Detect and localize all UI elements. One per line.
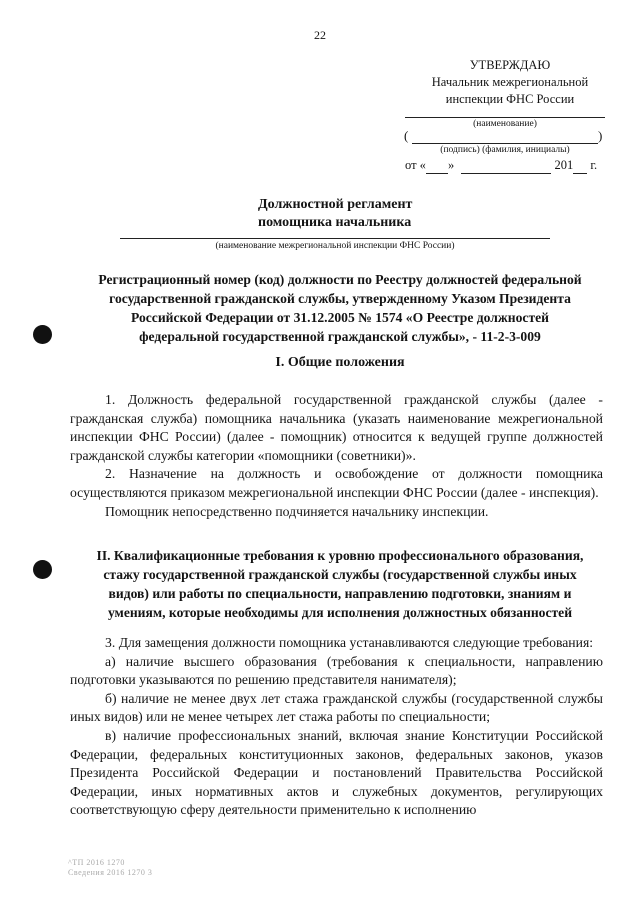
signature-paren-close: ) bbox=[598, 128, 603, 143]
date-quote-close: » bbox=[447, 158, 455, 172]
approval-block bbox=[405, 57, 615, 108]
date-month-blank bbox=[461, 158, 551, 174]
section1-paragraph1: 1. Должность федеральной государственной гражданской службы (далее - гражданская служба) помощника начальника (указать наименование межрегиональной инспекции ФНС России) (далее - помощник) относится к ведущей группе должностей гражданской службы категории «помощники (советники)». bbox=[70, 392, 603, 463]
section2-item-a: а) наличие высшего образования (требования к специальности, направлению подготовки указываются по решению представителя нанимателя); bbox=[70, 653, 603, 688]
approval-heading: УТВЕРЖДАЮ bbox=[469, 58, 551, 72]
title-line2: помощника начальника bbox=[258, 215, 412, 230]
registration-line3: Российской Федерации от 31.12.2005 № 1574 «О Реестре должностей bbox=[131, 310, 549, 325]
date-year-blank bbox=[573, 158, 587, 174]
document-title bbox=[258, 196, 412, 232]
signature-underline bbox=[412, 143, 598, 144]
section2-line3: видов) или работы по специальности, направлению подготовки, знаниям и bbox=[108, 586, 572, 601]
registration-heading bbox=[70, 270, 610, 346]
signature-caption: (подпись) (фамилия, инициалы) bbox=[440, 145, 570, 155]
section2-paragraph3: 3. Для замещения должности помощника устанавливаются следующие требования: bbox=[105, 635, 594, 650]
section1-body bbox=[70, 391, 603, 521]
binder-hole-dot bbox=[33, 325, 52, 344]
date-day-blank bbox=[426, 158, 448, 174]
footer-stamp-line1: ^ТП 2016 1270 bbox=[68, 858, 125, 867]
title-caption: (наименование межрегиональной инспекции ФНС России) bbox=[215, 241, 455, 251]
title-underline bbox=[120, 238, 550, 239]
section2-item-b: б) наличие не менее двух лет стажа гражданской службы (государственной службы иных видов) или не менее четырех лет стажа работы по специальности; bbox=[70, 690, 603, 725]
signature-paren-open: ( bbox=[404, 128, 409, 143]
date-suffix: г. bbox=[590, 158, 598, 172]
binder-hole-dot bbox=[33, 560, 52, 579]
section2-body bbox=[70, 634, 603, 820]
section2-line2: стажу государственной гражданской службы (государственной службы иных bbox=[103, 567, 577, 582]
title-line1: Должностной регламент bbox=[258, 197, 413, 212]
footer-stamp-line2: Сведения 2016 1270 3 bbox=[68, 868, 153, 877]
page-number: 22 bbox=[314, 28, 326, 42]
date-line bbox=[405, 158, 597, 174]
name-underline bbox=[405, 117, 605, 118]
section2-item-c: в) наличие профессиональных знаний, включая знание Конституции Российской Федерации, федеральных конституционных законов, федеральных законов, указов Президента Российской Федерации и постановлений Правительства Российской Федерации, иных нормативных актов и служебных документов, регулирующих соответствующую сферу деятельности применительно к исполнению bbox=[70, 727, 603, 818]
approval-position-line1: Начальник межрегиональной bbox=[431, 75, 589, 89]
section2-line1: II. Квалификационные требования к уровню профессионального образования, bbox=[96, 548, 584, 563]
section1-paragraph2: 2. Назначение на должность и освобождение от должности помощника осуществляются приказом межрегиональной инспекции ФНС России (далее - инспекция). bbox=[70, 466, 603, 500]
date-year: 201 bbox=[554, 158, 574, 172]
name-caption: (наименование) bbox=[473, 119, 537, 129]
section2-line4: умениям, которые необходимы для исполнения должностных обязанностей bbox=[107, 605, 573, 620]
section1-heading: I. Общие положения bbox=[275, 355, 405, 370]
approval-position-line2: инспекции ФНС России bbox=[445, 92, 575, 106]
registration-line4: федеральной государственной гражданской службы», - 11-2-3-009 bbox=[139, 329, 541, 344]
section1-paragraph3: Помощник непосредственно подчиняется начальнику инспекции. bbox=[105, 503, 489, 519]
date-from-label: от « bbox=[405, 158, 426, 172]
section2-heading bbox=[70, 546, 610, 622]
registration-line1: Регистрационный номер (код) должности по Реестру должностей федеральной bbox=[98, 272, 582, 287]
registration-line2: государственной гражданской службы, утвержденному Указом Президента bbox=[109, 291, 571, 306]
